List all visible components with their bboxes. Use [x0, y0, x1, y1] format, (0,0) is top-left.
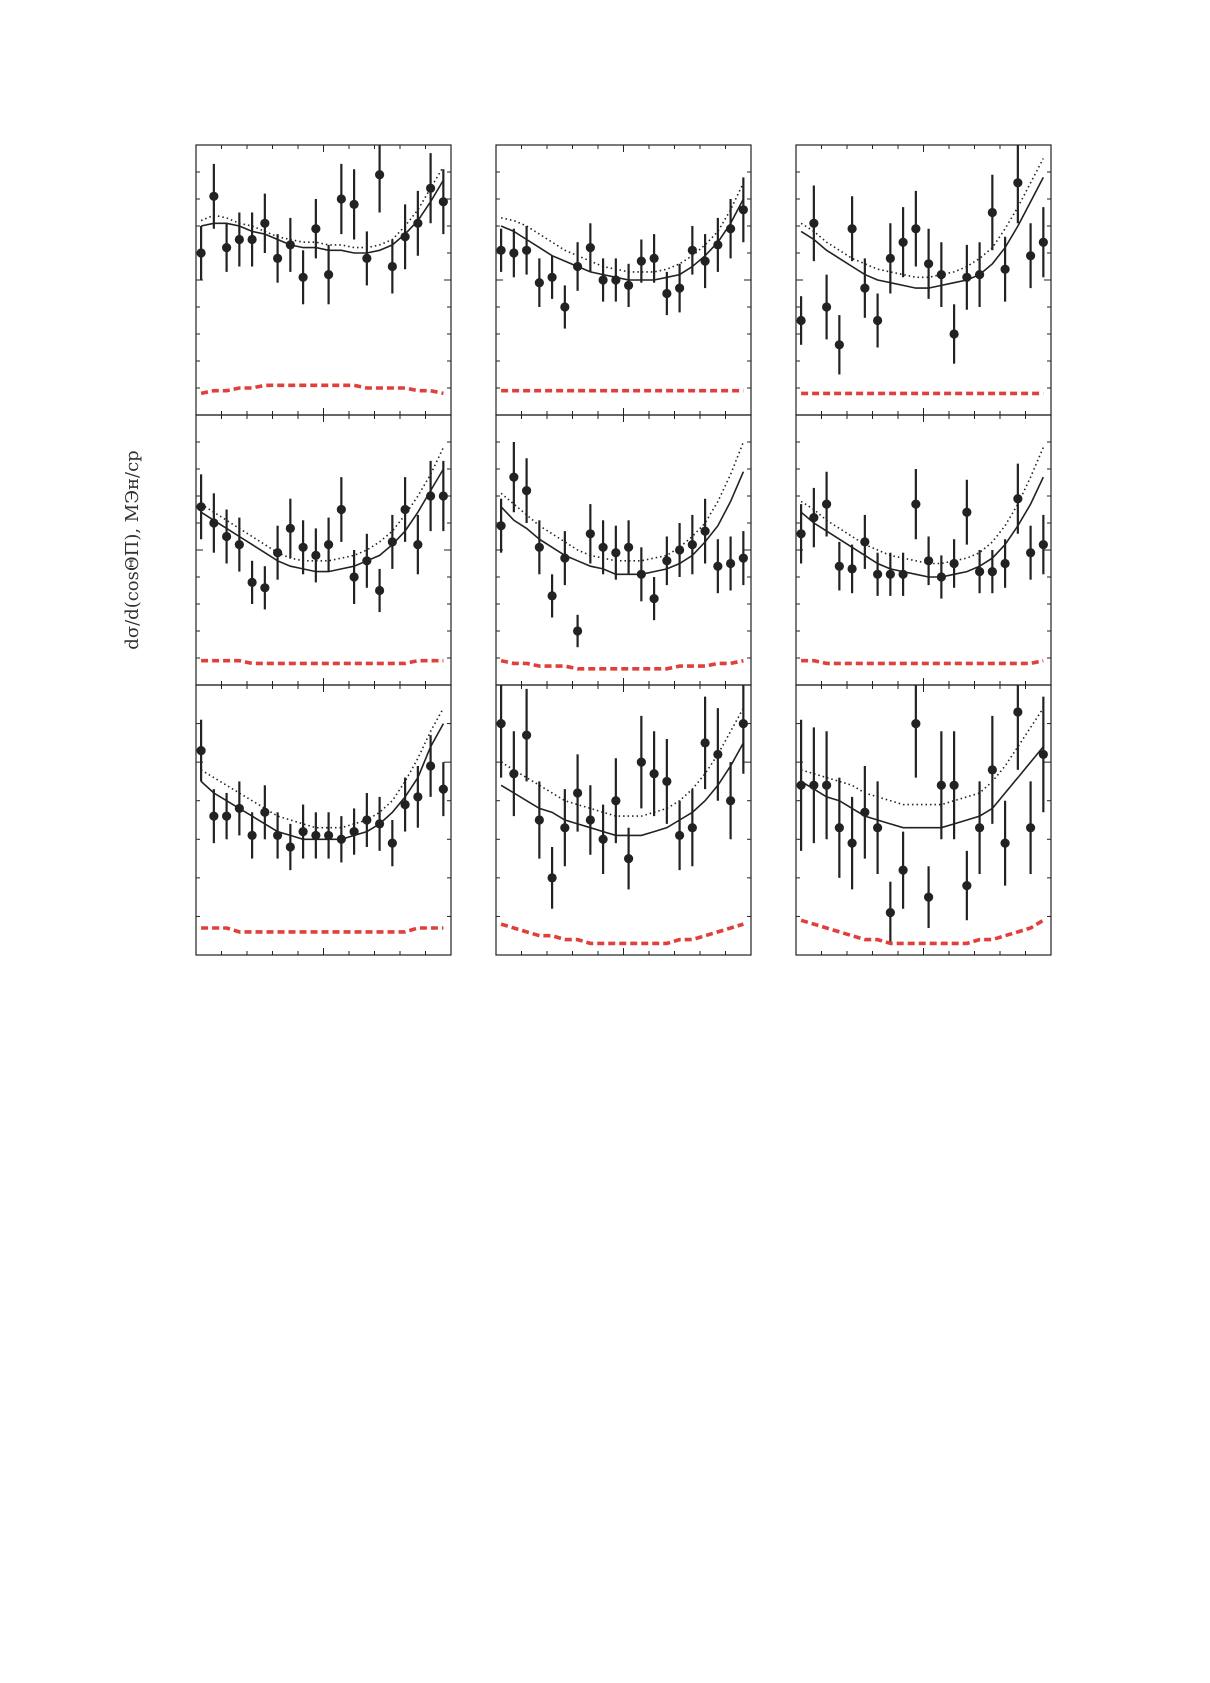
data-point — [260, 808, 269, 817]
data-point — [286, 842, 295, 851]
panel-plot-area — [797, 142, 1048, 393]
data-point — [586, 815, 595, 824]
panel-plot-area — [197, 447, 448, 663]
data-point — [209, 192, 218, 201]
panel-plot-area — [497, 177, 748, 390]
data-point — [388, 262, 397, 271]
data-point — [797, 529, 806, 538]
data-point — [197, 746, 206, 755]
data-point — [222, 812, 231, 821]
data-point — [662, 777, 671, 786]
model-curve-dashed — [801, 661, 1043, 664]
data-point — [822, 500, 831, 509]
data-point — [509, 248, 518, 257]
data-point — [611, 548, 620, 557]
data-point — [886, 254, 895, 263]
data-point — [873, 823, 882, 832]
data-point — [873, 570, 882, 579]
data-point — [337, 505, 346, 514]
data-point — [975, 823, 984, 832]
model-curve-solid — [201, 724, 443, 840]
data-point — [739, 554, 748, 563]
model-curve-dashed — [501, 661, 743, 669]
data-point — [950, 329, 959, 338]
data-point — [650, 769, 659, 778]
data-point — [739, 719, 748, 728]
data-point — [535, 543, 544, 552]
data-point — [439, 785, 448, 794]
data-point — [248, 831, 257, 840]
data-point — [573, 626, 582, 635]
data-point — [822, 781, 831, 790]
panel-r2-c2 — [496, 415, 751, 685]
data-point — [273, 254, 282, 263]
panel-r3-c3 — [796, 654, 1051, 955]
data-point — [548, 873, 557, 882]
data-point — [560, 823, 569, 832]
data-point — [299, 273, 308, 282]
model-curve-dotted — [801, 159, 1043, 278]
data-point — [637, 758, 646, 767]
data-point — [624, 281, 633, 290]
model-curve-dashed — [201, 385, 443, 393]
data-point — [324, 540, 333, 549]
panel-frame — [196, 415, 451, 685]
data-point — [426, 184, 435, 193]
data-point — [835, 562, 844, 571]
data-point — [713, 562, 722, 571]
data-point — [924, 259, 933, 268]
data-point — [586, 243, 595, 252]
panel-plot-area — [497, 670, 748, 944]
panel-r3-c2 — [496, 670, 751, 955]
data-point — [911, 500, 920, 509]
data-point — [835, 340, 844, 349]
data-point — [286, 524, 295, 533]
panel-frame — [796, 685, 1051, 955]
data-point — [388, 839, 397, 848]
data-point — [299, 543, 308, 552]
panel-r1-c3 — [796, 142, 1051, 415]
data-point — [222, 243, 231, 252]
data-point — [1001, 839, 1010, 848]
data-point — [350, 572, 359, 581]
panel-r2-c3 — [796, 415, 1051, 685]
data-point — [611, 796, 620, 805]
data-point — [235, 540, 244, 549]
y-axis-label: dσ/d(cosΘП), МЭн/ср — [122, 450, 143, 650]
data-point — [886, 908, 895, 917]
data-point — [311, 224, 320, 233]
panel-frame — [196, 685, 451, 955]
data-point — [713, 750, 722, 759]
data-point — [637, 257, 646, 266]
data-point — [197, 502, 206, 511]
data-point — [535, 815, 544, 824]
panel-frame — [496, 685, 751, 955]
data-point — [886, 570, 895, 579]
data-point — [235, 235, 244, 244]
data-point — [375, 586, 384, 595]
panel-frame — [196, 145, 451, 415]
model-curve-solid — [501, 472, 743, 575]
data-point — [950, 559, 959, 568]
panel-frame — [496, 415, 751, 685]
data-point — [988, 765, 997, 774]
data-point — [509, 473, 518, 482]
panel-plot-area — [497, 442, 748, 669]
data-point — [509, 769, 518, 778]
data-point — [988, 567, 997, 576]
data-point — [662, 556, 671, 565]
data-point — [1001, 559, 1010, 568]
data-point — [688, 540, 697, 549]
data-point — [535, 278, 544, 287]
model-curve-solid — [801, 747, 1043, 828]
data-point — [337, 194, 346, 203]
data-point — [599, 543, 608, 552]
data-point — [688, 246, 697, 255]
panel-frame — [796, 415, 1051, 685]
panel-plot-area — [197, 137, 448, 394]
data-point — [573, 788, 582, 797]
data-point — [1039, 238, 1048, 247]
data-point — [726, 559, 735, 568]
data-point — [497, 246, 506, 255]
data-point — [701, 527, 710, 536]
model-curve-dashed — [201, 928, 443, 932]
data-point — [497, 521, 506, 530]
data-point — [726, 796, 735, 805]
data-point — [988, 208, 997, 217]
panel-plot-area — [797, 447, 1048, 663]
data-point — [701, 738, 710, 747]
model-curve-dashed — [501, 924, 743, 943]
data-point — [873, 316, 882, 325]
data-point — [426, 761, 435, 770]
data-point — [599, 835, 608, 844]
data-point — [962, 508, 971, 517]
data-point — [675, 831, 684, 840]
panel-frame — [496, 145, 751, 415]
data-point — [848, 224, 857, 233]
data-point — [899, 238, 908, 247]
data-point — [1026, 823, 1035, 832]
data-point — [662, 289, 671, 298]
model-curve-dotted — [501, 708, 743, 816]
data-point — [848, 839, 857, 848]
data-point — [624, 854, 633, 863]
model-curve-solid — [501, 199, 743, 280]
data-point — [675, 284, 684, 293]
model-curve-dashed — [801, 920, 1043, 943]
data-point — [937, 781, 946, 790]
data-point — [401, 505, 410, 514]
data-point — [911, 224, 920, 233]
data-point — [650, 594, 659, 603]
data-point — [522, 486, 531, 495]
data-point — [362, 254, 371, 263]
data-point — [924, 556, 933, 565]
data-point — [1026, 548, 1035, 557]
data-point — [197, 248, 206, 257]
data-point — [248, 578, 257, 587]
data-point — [413, 792, 422, 801]
panel-r1-c1 — [196, 137, 451, 415]
data-point — [260, 583, 269, 592]
data-point — [350, 200, 359, 209]
data-point — [548, 591, 557, 600]
panel-plot-area — [197, 708, 448, 932]
data-point — [1039, 540, 1048, 549]
panel-frame — [796, 145, 1051, 415]
data-point — [911, 719, 920, 728]
panel-r3-c1 — [196, 685, 451, 955]
data-point — [1026, 251, 1035, 260]
data-point — [497, 719, 506, 728]
data-point — [1013, 178, 1022, 187]
data-point — [299, 827, 308, 836]
data-point — [248, 235, 257, 244]
data-point — [962, 881, 971, 890]
data-point — [1013, 707, 1022, 716]
panel-r1-c2 — [496, 145, 751, 415]
data-point — [797, 316, 806, 325]
data-point — [209, 812, 218, 821]
data-point — [860, 284, 869, 293]
data-point — [311, 551, 320, 560]
data-point — [1001, 265, 1010, 274]
data-point — [822, 302, 831, 311]
data-point — [548, 273, 557, 282]
data-point — [222, 532, 231, 541]
data-point — [924, 893, 933, 902]
data-point — [586, 529, 595, 538]
data-point — [650, 254, 659, 263]
data-point — [675, 545, 684, 554]
model-curve-solid — [201, 469, 443, 572]
panel-r2-c1 — [196, 415, 451, 685]
data-point — [950, 781, 959, 790]
data-point — [324, 270, 333, 279]
data-point — [522, 731, 531, 740]
data-point — [375, 170, 384, 179]
data-point — [413, 540, 422, 549]
data-point — [688, 823, 697, 832]
model-curve-dashed — [201, 661, 443, 664]
data-point — [624, 543, 633, 552]
panel-plot-area — [797, 654, 1048, 943]
data-point — [848, 564, 857, 573]
data-point — [260, 219, 269, 228]
data-point — [809, 219, 818, 228]
data-point — [560, 302, 569, 311]
data-point — [439, 197, 448, 206]
model-curve-dotted — [801, 447, 1043, 563]
data-point — [522, 246, 531, 255]
data-point — [835, 823, 844, 832]
data-point — [439, 491, 448, 500]
model-curve-dotted — [501, 442, 743, 561]
data-point — [899, 866, 908, 875]
data-point — [1013, 494, 1022, 503]
data-point — [599, 275, 608, 284]
